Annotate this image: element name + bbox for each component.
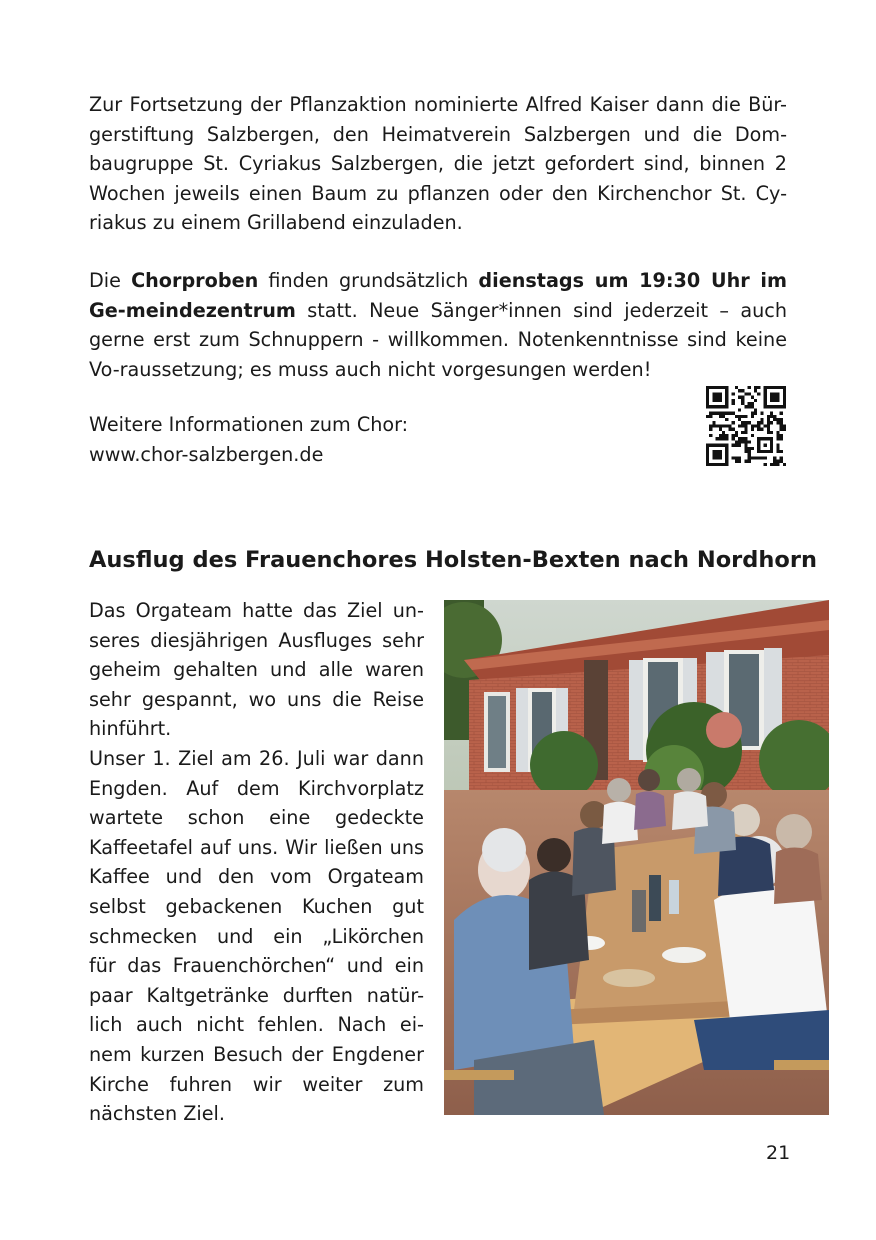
article-line: seres diesjährigen Ausfluges sehr	[89, 628, 424, 652]
article-line: hinführt.	[89, 717, 172, 741]
paragraph-pflanzaktion: Zur Fortsetzung der Pflanzaktion nominierte Alfred Kaiser dann die Bür-gerstiftung Salzbergen, den Heimatverein Salzbergen und die Dom-baugruppe St. Cyriakus Salzbergen, die jetzt gefordert sind, binnen 2 Wochen jeweils einen Baum zu pflanzen oder den Kirchenchor St. Cy-riakus zu einem Grillabend einzuladen.	[89, 93, 787, 235]
qr-code-icon[interactable]	[706, 386, 786, 466]
group-photo	[444, 600, 829, 1115]
article-line: Kaffeetafel auf uns. Wir ließen uns	[89, 835, 424, 859]
text-segment: Die	[89, 269, 132, 292]
paragraph-chorproben	[89, 266, 787, 384]
article-line: Kirche fuhren wir weiter zum	[89, 1072, 424, 1096]
article-line: sehr gespannt, wo uns die Reise	[89, 687, 424, 711]
article-line: für das Frauenchörchen“ und ein	[89, 954, 424, 978]
text-segment: statt. Neue Sänger*innen sind jederzeit – auch gerne erst zum Schnuppern - willkommen. Notenkenntnisse sind keine Vo-raussetzung; es muss auch nicht vorgesungen werden!	[89, 298, 787, 381]
info-line: Weitere Informationen zum Chor:	[89, 413, 409, 436]
article-line: schmecken und ein „Likörchen	[89, 924, 424, 948]
website-link[interactable]: www.chor-salzbergen.de	[89, 442, 324, 466]
article-line: wartete schon eine gedeckte	[89, 806, 424, 830]
bold-rehearsal-time: dienstags um 19:30 Uhr im Ge-meindezentrum	[89, 269, 787, 322]
article-line: geheim gehalten und alle waren	[89, 658, 424, 682]
section-heading: Ausflug des Frauenchores Holsten-Bexten nach Nordhorn	[89, 547, 817, 573]
article-line: Kaffee und den vom Orgateam	[89, 865, 424, 889]
article-column	[89, 596, 424, 1129]
article-line: Unser 1. Ziel am 26. Juli war dann	[89, 746, 424, 770]
article-line: Das Orgateam hatte das Ziel un-	[89, 599, 424, 622]
article-line: selbst gebackenen Kuchen gut	[89, 894, 424, 918]
article-line: paar Kaltgetränke durften natür-	[89, 983, 424, 1007]
article-line: lich auch nicht fehlen. Nach ei-	[89, 1013, 424, 1037]
article-line: nächsten Ziel.	[89, 1102, 225, 1126]
page-number: 21	[766, 1142, 791, 1164]
info-block	[89, 410, 787, 469]
bold-chorproben: Chorproben	[131, 269, 259, 292]
article-line: Engden. Auf dem Kirchvorplatz	[89, 776, 424, 800]
text-segment: finden grundsätzlich	[258, 269, 479, 292]
article-line: nem kurzen Besuch der Engdener	[89, 1042, 424, 1066]
